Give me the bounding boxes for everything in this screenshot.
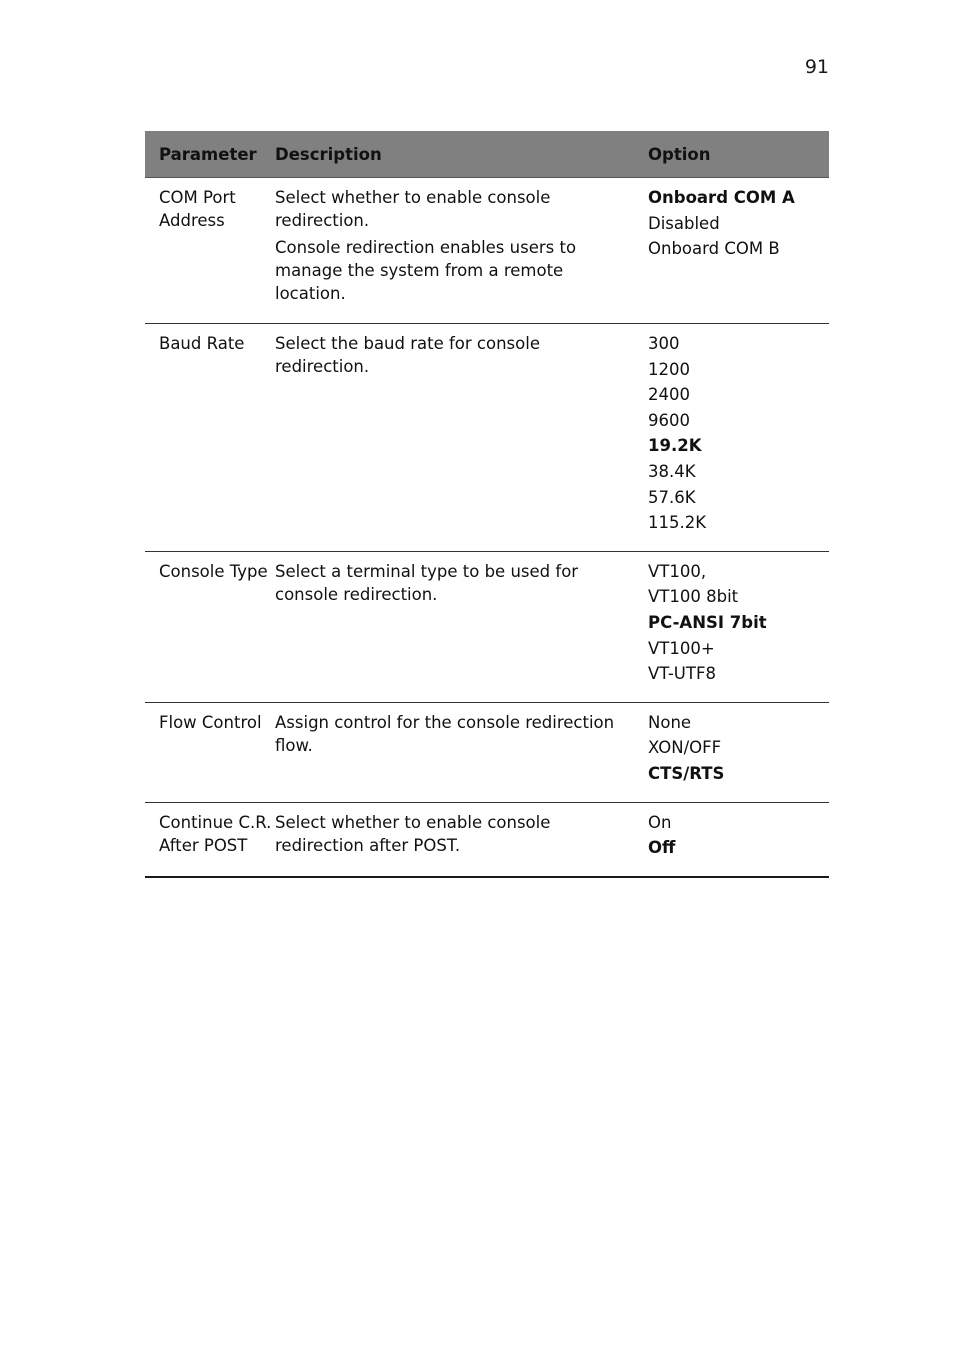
table-body (145, 178, 829, 876)
option-cell (648, 186, 829, 309)
option-value: Onboard COM B (648, 239, 780, 259)
table-row (145, 178, 829, 324)
description-text: Select whether to enable console redirection. (275, 188, 551, 230)
parameter-table (145, 131, 829, 878)
description-text: Select a terminal type to be used for console redirection. (275, 561, 579, 604)
default-option: Off (648, 838, 676, 858)
option-cell (648, 560, 829, 688)
description-text: Select whether to enable console redirection after POST. (275, 812, 551, 855)
page-number: 91 (804, 56, 829, 78)
default-option: Onboard COM A (648, 188, 795, 207)
table-row (145, 803, 829, 876)
header-option: Option (648, 144, 711, 164)
option-cell (648, 711, 829, 788)
table-row (145, 703, 829, 803)
option-value: VT-UTF8 (648, 664, 716, 684)
description-text: Select the baud rate for console redirection. (275, 334, 540, 376)
option-value: VT100+ (648, 638, 715, 658)
option-value: 115.2K (648, 513, 707, 533)
description-text: Console redirection enables users to manage the system from a remote location. (275, 238, 577, 303)
option-cell (648, 332, 829, 537)
option-value: VT100 8bit (648, 587, 739, 607)
description-cell (275, 560, 648, 688)
option-value: On (648, 812, 672, 832)
option-value: None (648, 712, 692, 732)
parameter-cell: Baud Rate (159, 334, 245, 353)
description-cell (275, 711, 648, 788)
description-cell (275, 332, 648, 537)
option-value: 38.4K (648, 461, 696, 481)
table-row (145, 552, 829, 703)
default-option: CTS/RTS (648, 763, 725, 783)
description-cell (275, 811, 648, 862)
header-description: Description (275, 144, 382, 164)
parameter-cell: Console Type (159, 561, 268, 581)
option-value: VT100, (648, 561, 707, 581)
option-value: 57.6K (648, 487, 696, 507)
option-value: 2400 (648, 385, 690, 405)
description-cell (275, 186, 648, 309)
table-row (145, 324, 829, 552)
parameter-cell: Continue C.R. After POST (159, 812, 272, 855)
parameter-cell: COM Port Address (159, 188, 236, 230)
default-option: PC-ANSI 7bit (648, 612, 767, 632)
default-option: 19.2K (648, 436, 702, 456)
option-cell (648, 811, 829, 862)
option-value: 9600 (648, 410, 690, 430)
parameter-cell: Flow Control (159, 712, 262, 732)
header-parameter: Parameter (159, 144, 257, 164)
description-text: Assign control for the console redirection flow. (275, 712, 615, 755)
option-value: 1200 (648, 359, 690, 379)
option-value: 300 (648, 334, 680, 353)
table-header (145, 131, 829, 178)
option-value: Disabled (648, 213, 720, 233)
option-value: XON/OFF (648, 738, 722, 758)
